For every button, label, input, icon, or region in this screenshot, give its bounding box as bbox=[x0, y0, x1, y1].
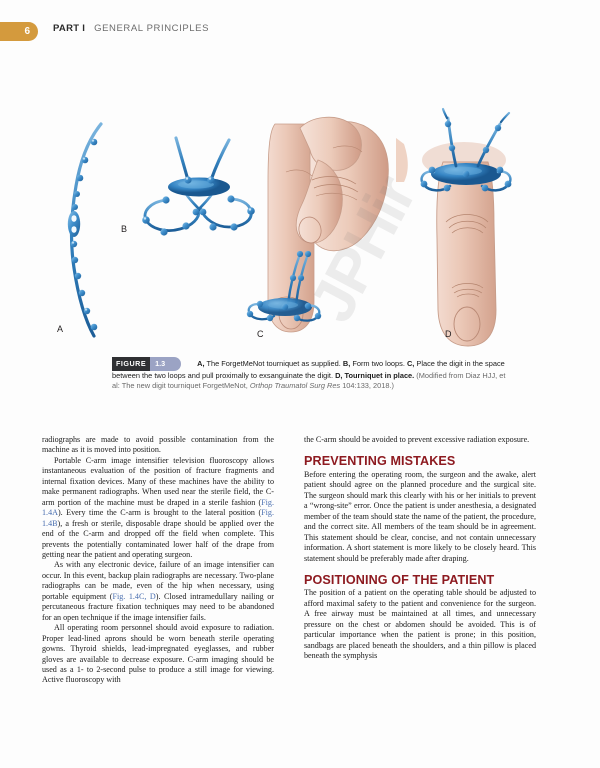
panel-d-artwork bbox=[396, 109, 511, 346]
panel-a-artwork bbox=[68, 124, 101, 336]
paragraph-left-3-post: ). Closed intramedullary nailing or percutaneous fracture fixation techniques may need to be abandoned for an open technique if the image intensifier fails. bbox=[42, 591, 274, 622]
caption-source-pre: (Modified from Diaz HJJ, et al: The new digit tourniquet ForgetMeNot, bbox=[112, 371, 506, 391]
running-head-text bbox=[53, 23, 209, 34]
paragraph-left-1: radiographs are made to avoid possible contamination from the machine as it is moved into position. bbox=[42, 435, 274, 455]
xref-fig-1-4a[interactable]: Fig. 1.4A bbox=[42, 497, 274, 518]
body-column-left bbox=[42, 435, 274, 686]
paragraph-right-1: the C-arm should be avoided to prevent excessive radiation exposure. bbox=[304, 435, 530, 444]
paragraph-left-2-post: ), a fresh or sterile, disposable drape should be applied over the end of the C-arm and dropped off the field when complete. This prevents the potentially contaminated lower half of the drape from getting near the patient and operating surgeon. bbox=[42, 518, 274, 559]
figure-artwork-svg bbox=[0, 52, 600, 352]
panel-letter-b: B bbox=[121, 224, 128, 234]
running-head bbox=[0, 22, 600, 42]
page-number-badge: 6 bbox=[0, 22, 38, 41]
caption-source-journal: Orthop Traumatol Surg Res bbox=[249, 381, 341, 391]
figure-1-3-illustration bbox=[0, 52, 600, 352]
section-heading-positioning-of-the-patient: POSITIONING OF THE PATIENT bbox=[304, 572, 495, 587]
paragraph-left-2 bbox=[42, 456, 274, 561]
page-watermark: JPHir bbox=[296, 166, 430, 333]
caption-text-b: Form two loops. bbox=[350, 359, 407, 369]
xref-fig-1-4b[interactable]: Fig. 1.4B bbox=[42, 508, 274, 528]
body-column-right bbox=[304, 435, 536, 662]
caption-text-a: The ForgetMeNot tourniquet as supplied. bbox=[204, 359, 343, 369]
panel-letter-c: C bbox=[257, 329, 264, 339]
running-head-title: GENERAL PRINCIPLES bbox=[94, 23, 210, 34]
paragraph-left-3-pre: As with any electronic device, failure of an image intensifier can occur. In this event, backup plain radiographs are necessary. Two-plane radiographs can be made, even of the hip when necessary, using portable equipment ( bbox=[42, 560, 274, 601]
panel-c-artwork bbox=[247, 117, 389, 332]
paragraph-left-4: All operating room personnel should avoid exposure to radiation. Proper lead-lined aprons should be worn beneath sterile operating gowns. Thyroid shields, lead-impregnated eyeglasses, and rubber gloves are available to decrease exposure. C-arm imaging should be used as a 1- to 2-second pulse to produce a still image for viewing. Active fluoroscopy with bbox=[42, 623, 274, 685]
panel-letter-a: A bbox=[57, 324, 64, 334]
paragraph-right-2: Before entering the operating room, the surgeon and the awake, alert patient should agree on the planned procedure and the surgical site. The surgeon should mark this clearly with his or her initials to prevent a “wrong-site” error. Once the patient is under anesthesia, a designated member of the team should state the name of the patient, the procedure, and the correct site. All members of the team should be in agreement. This statement should be clear, concise, and not contain unnecessary information. A short statement is more likely to be closely heard. This statement should be preferably made after draping. bbox=[304, 469, 536, 563]
paragraph-left-3 bbox=[42, 560, 274, 623]
section-heading-preventing-mistakes: PREVENTING MISTAKES bbox=[304, 454, 456, 469]
caption-source-post: 104:133, 2018.) bbox=[340, 381, 394, 391]
panel-b-artwork bbox=[142, 138, 255, 236]
figure-number: 1.3 bbox=[150, 357, 181, 371]
paragraph-left-2-mid: ). Every time the C-arm is brought to the lateral position ( bbox=[57, 508, 262, 518]
caption-text-d: Tourniquet in place. bbox=[342, 371, 415, 381]
panel-letter-d: D bbox=[445, 329, 452, 339]
figure-badge-label: FIGURE bbox=[112, 357, 150, 371]
paragraph-right-3: The position of a patient on the operating table should be adjusted to afford maximal safety to the patient and convenience for the surgeon. A free airway must be maintained at all times, and unnecessary pressure on the chest or abdomen should be avoided. This is of particular importance when the patient is prone; in this position, sandbags are placed beneath the shoulders, and a thin pillow is placed beneath the symphysis bbox=[304, 588, 536, 661]
caption-label-d: D, bbox=[335, 371, 343, 381]
figure-caption bbox=[112, 357, 510, 392]
caption-label-c: C, bbox=[406, 359, 415, 369]
paragraph-left-2-pre: Portable C-arm image intensifier television fluoroscopy allows instantaneous evaluation of the position of fracture fragments and internal fixation devices. Many of these machines have the ability to make permanent radiographs. When used near the sterile field, the C-arm portion of the machine must be draped in a sterile fashion ( bbox=[42, 455, 274, 507]
caption-label-a: A, bbox=[197, 359, 205, 369]
xref-fig-1-4cd[interactable]: Fig. 1.4C, D bbox=[112, 591, 156, 601]
caption-text-c: Place the digit in the space between the two loops and pull proximally to exsanguinate the digit. bbox=[112, 359, 505, 381]
caption-label-b: B, bbox=[342, 359, 351, 369]
running-head-part: PART I bbox=[53, 23, 86, 34]
